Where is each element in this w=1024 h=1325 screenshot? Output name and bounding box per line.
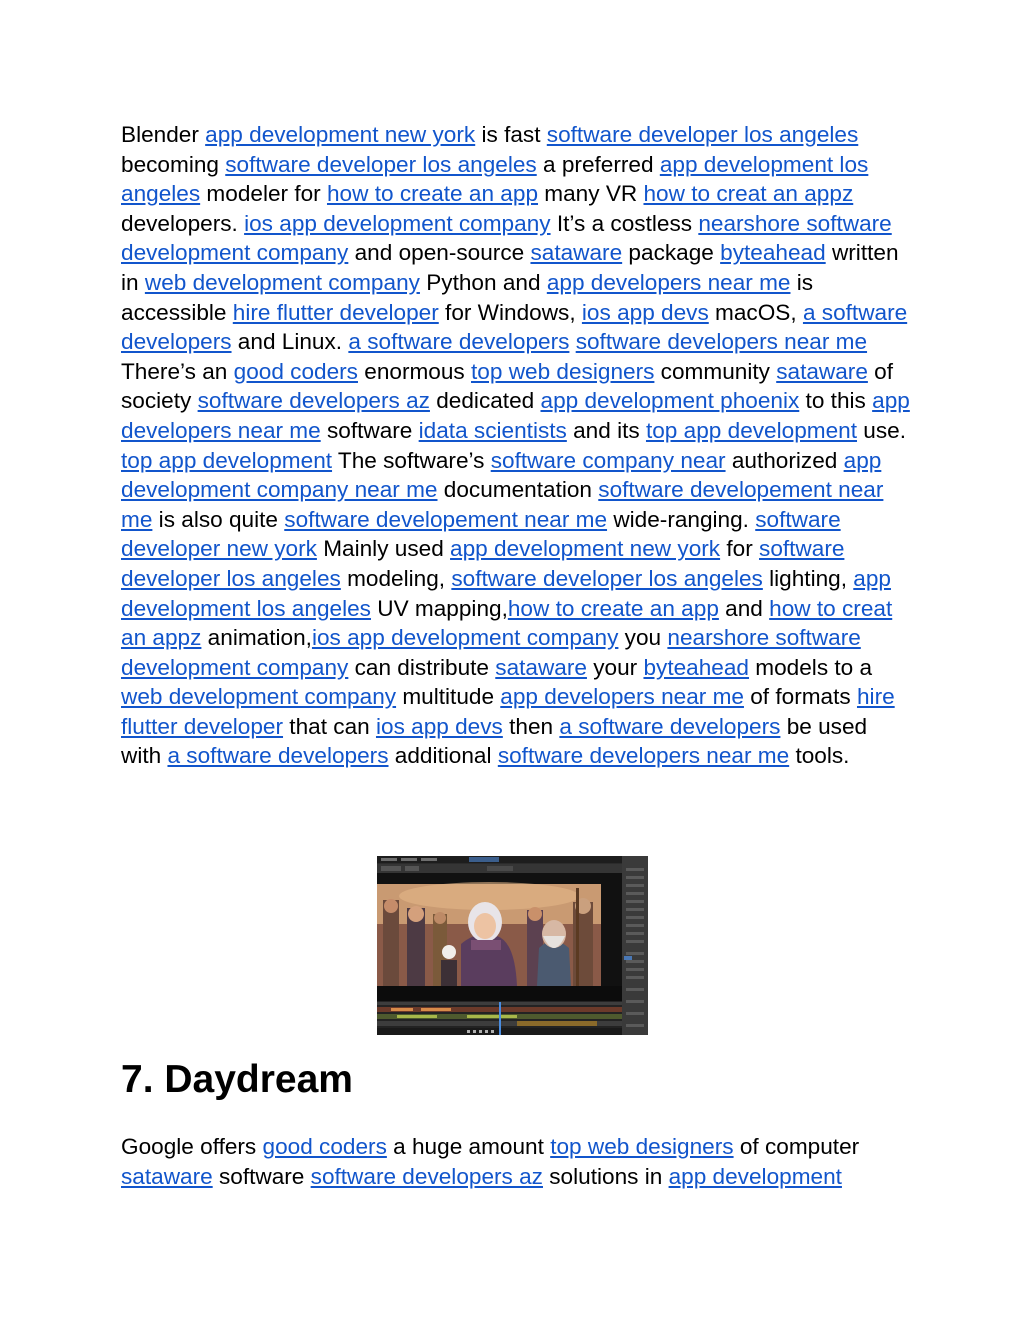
inline-link[interactable]: how to creat an appz (643, 181, 854, 207)
inline-link[interactable]: ios app development company (311, 625, 619, 651)
text-run: package (622, 240, 721, 266)
inline-link[interactable]: a software developers (167, 743, 389, 769)
text-run: UV mapping, (370, 595, 508, 621)
text-run: is accessible (121, 269, 814, 325)
text-run: to this (799, 388, 873, 414)
inline-link[interactable]: top app development (121, 447, 333, 473)
text-run: and its (566, 417, 646, 443)
text-run: then (502, 713, 560, 739)
inline-link[interactable]: how to create an app (507, 595, 719, 621)
text-run: Python and (419, 269, 547, 295)
inline-link[interactable]: byteahead (643, 654, 750, 680)
inline-link[interactable]: web development company (121, 684, 397, 710)
text-run: lighting, (762, 565, 854, 591)
inline-link[interactable]: a software developers (559, 713, 781, 739)
text-run: additional (388, 743, 498, 769)
text-run: Blender (121, 122, 206, 147)
text-run: of formats (743, 684, 857, 710)
inline-link[interactable]: sataware (495, 654, 587, 680)
inline-link[interactable]: software company near (490, 447, 726, 473)
inline-link[interactable]: software developers az (310, 1163, 543, 1189)
inline-link[interactable]: software developement near me (121, 477, 884, 532)
text-run: tools. (789, 743, 850, 769)
inline-link[interactable]: ios app devs (581, 299, 709, 325)
inline-link[interactable]: app development new york (205, 122, 476, 147)
inline-link[interactable]: software developer new york (121, 506, 841, 562)
text-run: for (720, 536, 760, 562)
inline-link[interactable]: app development new york (450, 536, 721, 562)
inline-link[interactable]: nearshore software development company (121, 625, 861, 680)
text-run: dedicated (429, 388, 541, 414)
text-run: Mainly used (316, 536, 451, 562)
text-run: use. (857, 417, 906, 443)
inline-link[interactable]: top app development (645, 417, 858, 443)
inline-link[interactable]: app development company near me (121, 447, 882, 503)
inline-link[interactable]: top web designers (471, 358, 655, 384)
inline-link[interactable]: software developers near me (575, 329, 868, 355)
inline-link[interactable]: sataware (121, 1163, 213, 1189)
inline-link[interactable]: good coders (262, 1134, 387, 1159)
inline-link[interactable]: sataware (776, 358, 868, 384)
inline-link[interactable]: software developer los angeles (451, 565, 763, 591)
text-run: a preferred (536, 151, 660, 177)
inline-link[interactable]: nearshore software development company (121, 210, 892, 266)
text-run: can distribute (348, 654, 496, 680)
inline-link[interactable]: byteahead (720, 240, 826, 266)
inline-link[interactable]: app development (668, 1163, 842, 1189)
inline-link[interactable]: a software developers (121, 299, 908, 355)
text-run: and open-source (348, 240, 531, 266)
inline-link[interactable]: sataware (530, 240, 623, 266)
inline-link[interactable]: how to create an app (326, 181, 539, 207)
text-run: a huge amount (386, 1134, 551, 1159)
inline-link[interactable]: software developer los angeles (225, 151, 537, 177)
text-run: and Linux. (231, 329, 349, 355)
inline-link[interactable]: idata scientists (418, 417, 567, 443)
inline-link[interactable]: ios app devs (375, 713, 503, 739)
inline-link[interactable]: app developers near me (121, 388, 910, 443)
text-run: wide-ranging. (607, 506, 756, 532)
text-run: of computer (733, 1134, 860, 1159)
text-run: software (212, 1163, 311, 1189)
text-run: written in (121, 240, 899, 295)
body-paragraph-daydream (121, 1132, 911, 1191)
inline-link[interactable]: software developer los angeles (546, 122, 859, 147)
text-run: solutions in (542, 1163, 669, 1189)
text-run: There’s an (121, 358, 234, 384)
inline-link[interactable]: app development los angeles (121, 151, 869, 207)
text-run: multitude (396, 684, 501, 710)
blender-screenshot-image (377, 856, 648, 1035)
text-run: The software’s (332, 447, 491, 473)
inline-link[interactable]: how to creat an appz (121, 595, 893, 651)
text-run: authorized (725, 447, 844, 473)
text-run: models to a (749, 654, 873, 680)
inline-link[interactable]: app development los angeles (121, 565, 891, 621)
text-run: that can (283, 713, 376, 739)
inline-link[interactable]: hire flutter developer (121, 684, 895, 739)
inline-link[interactable]: a software developers (348, 329, 570, 355)
text-run: animation, (201, 625, 312, 651)
inline-link[interactable]: ios app development company (244, 210, 551, 236)
inline-link[interactable]: software developers az (197, 388, 430, 414)
inline-link[interactable]: software developers near me (497, 743, 790, 769)
text-run: modeling, (340, 565, 452, 591)
inline-link[interactable]: top web designers (550, 1134, 734, 1159)
inline-link[interactable]: app development phoenix (540, 388, 800, 414)
text-run: Google offers (121, 1134, 263, 1159)
text-run: macOS, (708, 299, 803, 325)
inline-link[interactable]: hire flutter developer (232, 299, 439, 325)
text-run: is fast (475, 122, 547, 147)
text-run: for Windows, (438, 299, 582, 325)
inline-link[interactable]: web development company (144, 269, 420, 295)
inline-link[interactable]: software developement near me (284, 506, 608, 532)
text-run: becoming (121, 151, 226, 177)
section-heading: 7. Daydream (121, 1058, 353, 1101)
text-run: modeler for (200, 181, 327, 207)
text-run: enormous (357, 358, 472, 384)
text-run: your (586, 654, 644, 680)
text-run: you (618, 625, 668, 651)
text-run: It’s a costless (550, 210, 699, 236)
text-run: many VR (538, 181, 644, 207)
inline-link[interactable]: app developers near me (500, 684, 744, 710)
inline-link[interactable]: software developer los angeles (121, 536, 845, 591)
text-run: software (320, 417, 419, 443)
text-run: and (718, 595, 770, 621)
inline-link[interactable]: good coders (233, 358, 358, 384)
text-run: documentation (437, 477, 599, 503)
text-run: developers. (121, 210, 245, 236)
inline-link[interactable]: app developers near me (546, 269, 791, 295)
text-run: is also quite (152, 506, 285, 532)
text-run: of society (121, 358, 894, 414)
body-paragraph-blender (121, 120, 911, 771)
text-run: community (654, 358, 777, 384)
text-run: be used with (121, 713, 868, 769)
